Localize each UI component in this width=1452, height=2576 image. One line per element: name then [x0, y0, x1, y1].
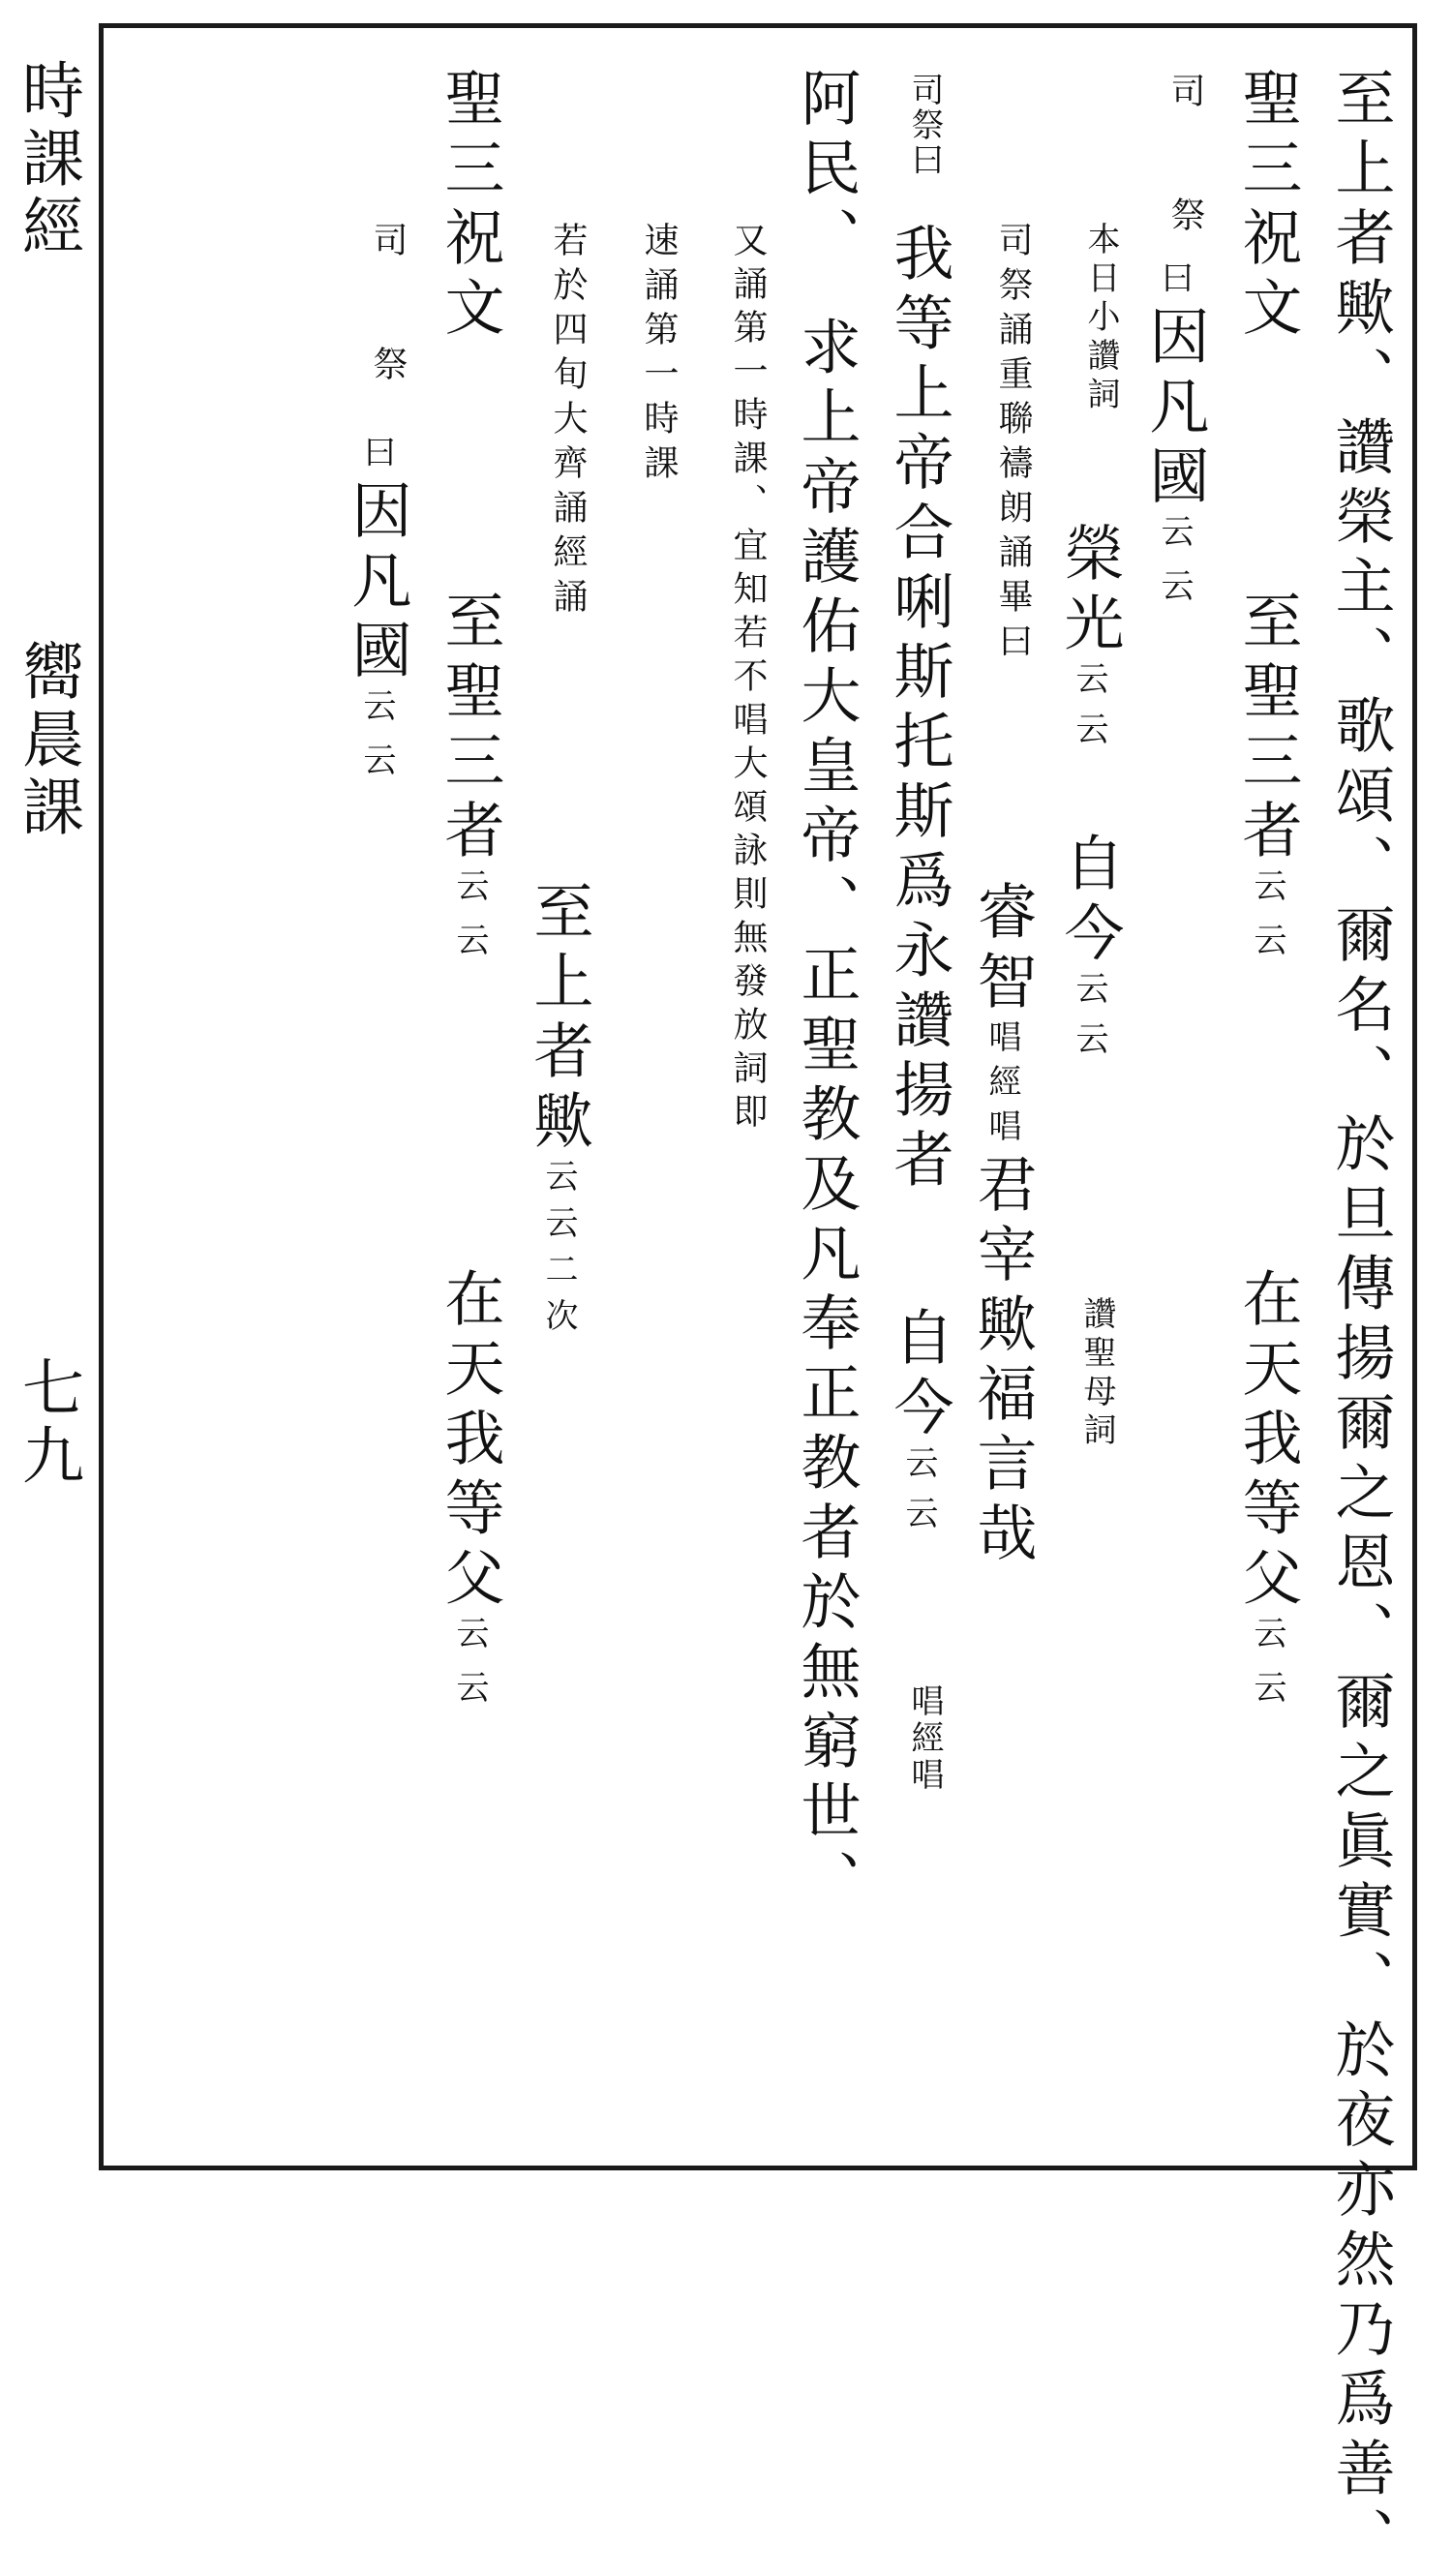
- column-10-small: 若於四旬大齊誦經誦: [548, 222, 588, 622]
- column-11-end-text: 在天我等父: [435, 1267, 505, 1616]
- column-5-text: [963, 880, 1041, 1571]
- column-5-text-1: 睿智: [967, 880, 1038, 1019]
- column-9-text: 速誦第一時課: [639, 222, 679, 489]
- column-3-main: 因凡國: [1139, 305, 1210, 514]
- column-2-end-note: 云云: [1248, 1616, 1286, 1724]
- text-column-1: [1321, 67, 1399, 2576]
- column-11-mid: [431, 590, 508, 977]
- column-12-small: 曰: [357, 435, 396, 479]
- column-6-text: 我等上帝合唎斯托斯爲永讚揚者: [884, 222, 954, 1197]
- column-2-end-text: 在天我等父: [1232, 1267, 1303, 1616]
- prayer-title-2: 聖三祝文: [435, 67, 505, 346]
- column-4-small: 本日小讚詞: [1081, 222, 1120, 415]
- column-2-mid-text: 至聖三者: [1232, 590, 1303, 868]
- column-2-end: [1228, 1267, 1306, 1724]
- priest-label-3: 司 祭: [368, 222, 408, 408]
- column-6-tail: [880, 1306, 957, 1546]
- column-8-text: 又誦第一時課、宜知若不唱大頌詠則無發放詞即: [728, 222, 768, 1136]
- column-5-note-1: 唱經唱: [983, 1019, 1021, 1153]
- priest-label-1: 司 祭: [1165, 73, 1205, 258]
- column-4-note-2: 云云: [1070, 971, 1108, 1072]
- column-4-text-1: 榮光: [1054, 522, 1125, 661]
- column-11-mid-text: 至聖三者: [435, 590, 505, 868]
- column-4-note-1: 云云: [1070, 661, 1108, 762]
- column-4-text: [1050, 522, 1128, 1072]
- column-12-note: 云云: [357, 688, 396, 797]
- column-11-end: [431, 1267, 508, 1724]
- column-5-text-2: 君宰歟福言哉: [967, 1153, 1038, 1571]
- column-3-note: 云云: [1155, 514, 1194, 622]
- column-6-end: 唱經唱: [905, 1683, 944, 1794]
- column-4-text-2: 自今: [1054, 832, 1125, 971]
- column-2-mid-note: 云云: [1248, 868, 1286, 977]
- column-7-text: 阿民、 求上帝護佑大皇帝、正聖教及凡奉正教者於無窮世、: [791, 67, 862, 1919]
- column-10-note: 云云二次: [539, 1159, 578, 1345]
- book-title: 時課經: [12, 58, 83, 261]
- priest-label-2: 司祭曰: [905, 73, 944, 177]
- page-frame: [99, 23, 1417, 2576]
- column-6-note-2: 云云: [899, 1445, 938, 1546]
- column-3-text: [1135, 260, 1213, 622]
- page-number: 七九: [12, 1355, 83, 1491]
- column-6-text-2: 自今: [884, 1306, 954, 1445]
- column-4-end: 讚聖母詞: [1077, 1296, 1116, 1451]
- column-3-small: 曰: [1155, 260, 1194, 305]
- column-10-text: [520, 880, 597, 1345]
- prayer-title-1: 聖三祝文: [1232, 67, 1303, 346]
- column-5-small: 司祭誦重聯禱朗誦畢曰: [993, 222, 1033, 667]
- column-12-text: [338, 435, 415, 797]
- column-2-mid: [1228, 590, 1306, 977]
- column-11-end-note: 云云: [450, 1616, 489, 1724]
- column-10-main: 至上者歟: [524, 880, 594, 1159]
- column-11-mid-note: 云云: [450, 868, 489, 977]
- column-1-text: 至上者歟、讚榮主、歌頌、爾名、於旦傳揚爾之恩、爾之眞實、於夜亦然乃爲善、: [1325, 67, 1396, 2576]
- section-title: 嚮晨課: [12, 639, 83, 842]
- column-12-main: 因凡國: [342, 479, 412, 688]
